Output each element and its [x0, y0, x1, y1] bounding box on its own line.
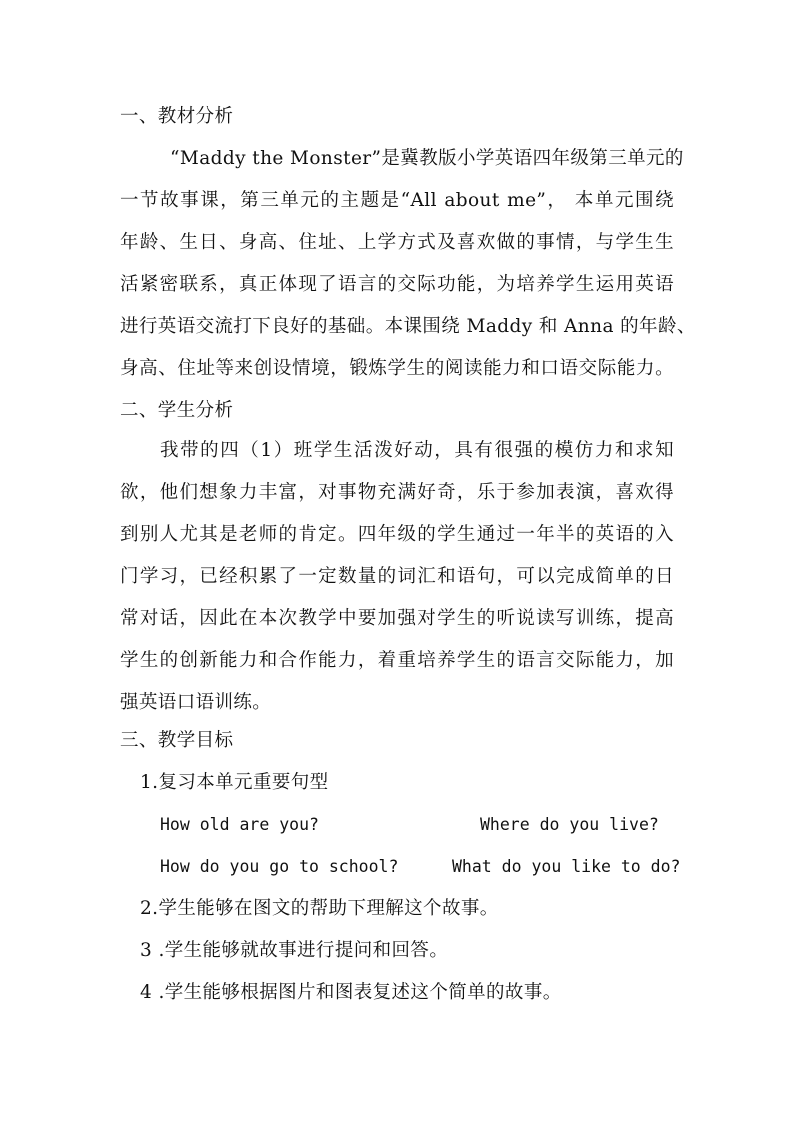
paragraph-line: 门学习，已经积累了一定数量的词汇和语句，可以完成简单的日: [120, 566, 674, 587]
goal-item-3: 3 .学生能够就故事进行提问和回答。: [140, 940, 449, 961]
paragraph-line: 到别人尤其是老师的肯定。四年级的学生通过一年半的英语的入: [120, 524, 674, 545]
paragraph-line: “Maddy the Monster”是冀教版小学英语四年级第三单元的: [170, 148, 684, 169]
goal-item-4: 4 .学生能够根据图片和图表复述这个简单的故事。: [140, 982, 562, 1003]
goal-item-2: 2.学生能够在图文的帮助下理解这个故事。: [140, 898, 499, 919]
paragraph-line: 强英语口语训练。: [120, 692, 272, 713]
paragraph-line: 我带的四（1）班学生活泼好动，具有很强的模仿力和求知: [160, 440, 674, 461]
paragraph-line: 一节故事课，第三单元的主题是“All about me”， 本单元围绕: [120, 190, 674, 211]
section-heading-material: 一、教材分析: [120, 106, 234, 127]
paragraph-line: 活紧密联系，真正体现了语言的交际功能，为培养学生运用英语: [120, 274, 674, 295]
paragraph-line: 年龄、生日、身高、住址、上学方式及喜欢做的事情，与学生生: [120, 232, 674, 253]
sentence-pattern: Where do you live?: [480, 815, 659, 834]
sentence-pattern: How old are you?: [160, 815, 319, 834]
sentence-pattern: How do you go to school?: [160, 857, 399, 876]
goal-item-1: 1.复习本单元重要句型: [140, 772, 329, 793]
paragraph-line: 进行英语交流打下良好的基础。本课围绕 Maddy 和 Anna 的年龄、: [120, 316, 696, 337]
paragraph-line: 欲，他们想象力丰富，对事物充满好奇，乐于参加表演，喜欢得: [120, 482, 674, 503]
paragraph-line: 身高、住址等来创设情境，锻炼学生的阅读能力和口语交际能力。: [120, 358, 674, 379]
sentence-pattern: What do you like to do?: [452, 857, 681, 876]
paragraph-line: 常对话，因此在本次教学中要加强对学生的听说读写训练，提高: [120, 608, 674, 629]
section-heading-goals: 三、教学目标: [120, 730, 234, 751]
paragraph-line: 学生的创新能力和合作能力，着重培养学生的语言交际能力，加: [120, 650, 674, 671]
section-heading-students: 二、学生分析: [120, 400, 234, 421]
